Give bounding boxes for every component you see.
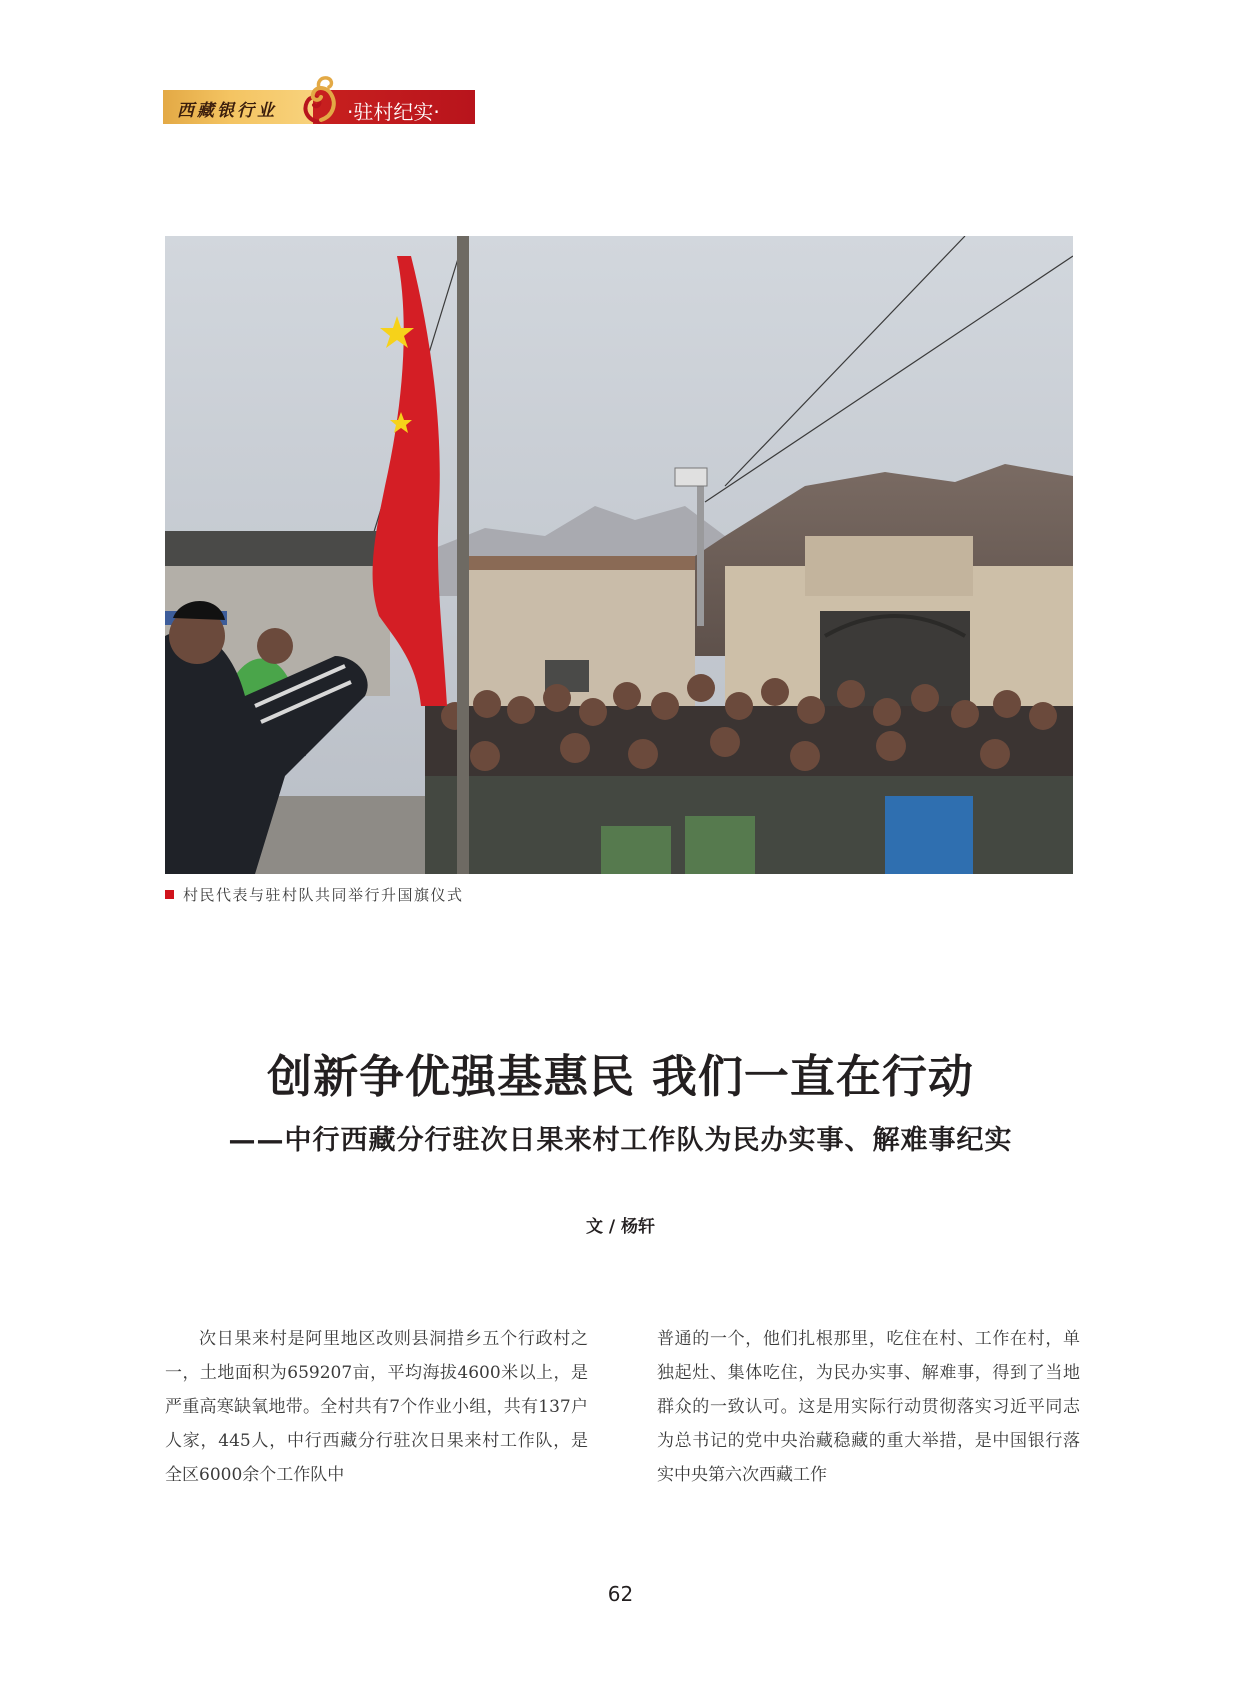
photo-illustration — [165, 236, 1073, 874]
auspicious-cloud-icon — [299, 74, 341, 124]
section-label: ·驻村纪实· — [347, 100, 440, 124]
caption-text: 村民代表与驻村队共同举行升国旗仪式 — [183, 886, 464, 904]
page-number: 62 — [607, 1582, 634, 1606]
body-column-left — [165, 1322, 588, 1492]
body-column-right — [657, 1322, 1080, 1492]
streetlight-pole — [697, 476, 704, 626]
section-banner — [163, 74, 475, 124]
body-paragraph-left: 次日果来村是阿里地区改则县洞措乡五个行政村之一，土地面积为659207亩，平均海拔4600米以上，是严重高寒缺氧地带。全村共有7个作业小组，共有137户人家，445人，中行西藏分行驻次日果来村工作队，是全区6000余个工作队中 — [165, 1329, 588, 1485]
body-paragraph-right: 普通的一个，他们扎根那里，吃住在村、工作在村，单独起灶、集体吃住，为民办实事、解难事，得到了当地群众的一致认可。这是用实际行动贯彻落实习近平同志为总书记的党中央治藏稳藏的重大举措，是中国银行落实中央第六次西藏工作 — [657, 1329, 1080, 1485]
magazine-brand: 西藏银行业 — [177, 101, 277, 121]
caption-marker — [165, 890, 174, 899]
middle-wall-trim — [465, 556, 695, 570]
streetlight-head — [675, 468, 707, 486]
gate-top — [805, 536, 973, 596]
photo-caption — [165, 884, 464, 905]
article-title: 创新争优强基惠民 我们一直在行动 — [267, 1050, 974, 1103]
flagpole — [457, 236, 469, 874]
article-byline: 文 / 杨轩 — [585, 1217, 656, 1237]
article-subtitle: ——中行西藏分行驻次日果来村工作队为民办实事、解难事纪实 — [228, 1125, 1013, 1156]
flag-raising-photo — [165, 236, 1073, 874]
